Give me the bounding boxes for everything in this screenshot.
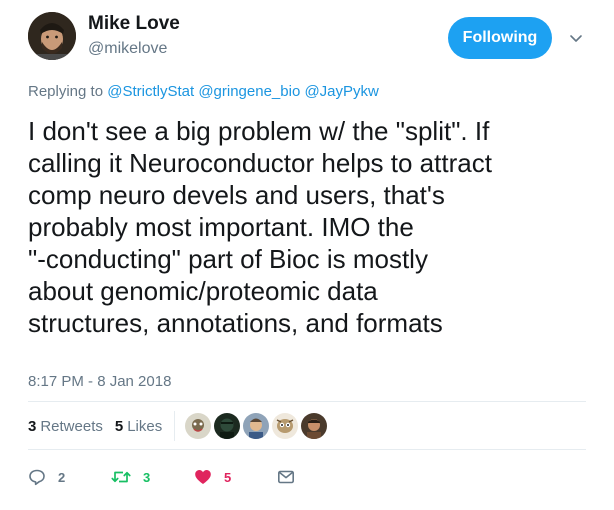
author-handle[interactable]: @mikelove [88, 40, 168, 57]
chevron-down-icon[interactable] [568, 30, 584, 46]
liker-avatar[interactable] [301, 413, 327, 439]
tweet-timestamp[interactable]: 8:17 PM - 8 Jan 2018 [28, 373, 172, 390]
replying-to-prefix: Replying to [28, 83, 104, 100]
divider [28, 401, 586, 402]
engagement-stats [28, 403, 330, 449]
divider [28, 449, 586, 450]
likes-label: Likes [127, 417, 163, 435]
tweet-text [28, 115, 598, 339]
like-button[interactable] [194, 468, 277, 486]
avatar-image [28, 12, 76, 60]
retweet-count: 3 [143, 469, 151, 485]
heart-icon [194, 468, 212, 486]
following-button[interactable]: Following [448, 17, 552, 59]
tweet-line: about genomic/proteomic data [28, 276, 378, 306]
retweets-label: Retweets [40, 417, 103, 435]
tweet-line: calling it Neuroconductor helps to attract [28, 148, 492, 178]
author-avatar[interactable] [28, 12, 76, 60]
tweet-line: structures, annotations, and formats [28, 308, 443, 338]
mention-link[interactable]: @JayPykw [304, 83, 379, 100]
reply-count: 2 [58, 469, 66, 485]
likes-count: 5 [114, 417, 124, 435]
liker-avatars [185, 413, 330, 439]
liker-avatar[interactable] [214, 413, 240, 439]
liker-avatar[interactable] [272, 413, 298, 439]
divider [174, 411, 175, 441]
liker-avatar[interactable] [185, 413, 211, 439]
replying-to [28, 83, 379, 100]
likes-stat[interactable] [115, 418, 162, 435]
retweet-button[interactable] [111, 468, 194, 486]
retweet-icon [111, 468, 131, 486]
tweet-line: "-conducting" part of Bioc is mostly [28, 244, 428, 274]
author-name[interactable]: Mike Love [88, 13, 180, 34]
tweet-line: I don't see a big problem w/ the "split". If [28, 116, 490, 146]
reply-button[interactable] [28, 468, 111, 486]
tweet-line: probably most important. IMO the [28, 212, 414, 242]
like-count: 5 [224, 469, 232, 485]
retweets-stat[interactable] [28, 418, 103, 435]
tweet-actions [28, 462, 360, 492]
reply-icon [28, 468, 46, 486]
tweet-line: comp neuro devels and users, that's [28, 180, 445, 210]
liker-avatar[interactable] [243, 413, 269, 439]
mention-link[interactable]: @StrictlyStat [107, 83, 195, 100]
direct-message-button[interactable] [277, 468, 360, 486]
mention-link[interactable]: @gringene_bio [198, 83, 301, 100]
retweets-count: 3 [28, 417, 37, 435]
message-icon [277, 468, 295, 486]
